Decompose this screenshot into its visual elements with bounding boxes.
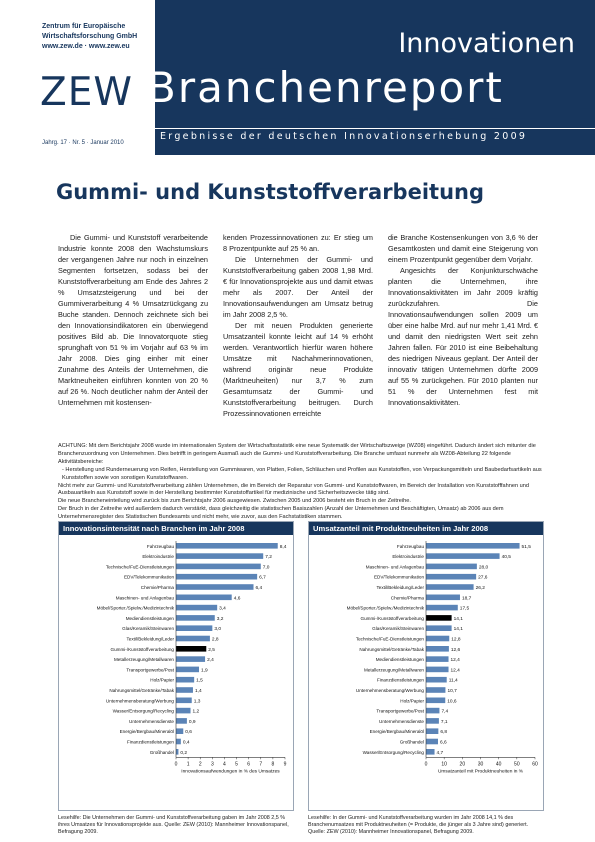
bar [426, 667, 449, 673]
value-label: 51,5 [521, 544, 531, 550]
article-column-3 [388, 232, 538, 408]
category-label: Finanzdienstleistungen [127, 739, 174, 745]
value-label: 7,0 [262, 565, 270, 571]
bar [176, 718, 187, 724]
x-axis-title: Innovationsaufwendungen in % des Umsatzes [181, 769, 280, 775]
category-label: Glas/Keramik/Steinwaren [372, 626, 424, 632]
value-label: 12,4 [450, 668, 460, 674]
value-label: 0,9 [188, 719, 196, 725]
value-label: 4,6 [233, 596, 241, 602]
chart-svg [59, 535, 293, 810]
category-label: Unternehmensberatung/Werbung [105, 698, 174, 704]
value-label: 27,6 [478, 575, 488, 581]
value-label: 2,5 [208, 647, 215, 653]
bar [426, 574, 476, 580]
x-tick-label: 50 [514, 761, 520, 768]
value-label: 11,4 [448, 678, 458, 684]
category-label: Möbel/Sporter./Spielw./Medizintechnik [346, 605, 424, 611]
bar [176, 605, 217, 611]
bar [176, 687, 193, 693]
chart-caption-left: Lesehilfe: Die Unternehmen der Gummi- und Kunststoffverarbeitung gaben im Jahr 2008 2,5 % ihres Umsatzes für Innovationsprojekte aus. Quelle: ZEW (2010): Mannheimer Innovationspanel, Befragung 2009. [58, 815, 289, 835]
category-label: Wasser/Entsorgung/Recycling [362, 749, 424, 755]
paragraph: Die Gummi- und Kunststoff verarbeitende Industrie konnte 2008 den Wachstumskurs der vergangenen Jahre nur noch in einzelnen Segmenten fortsetzen, sodass bei der Kunststoffverarbeitung am Ende des Jahres 2 % Umsatzsteigerung und bei der Gummiverarbeitung 4 % Umsatzrückgang zu Buche standen. Dennoch zeichnete sich bei den Innovationsindikatoren ein überwiegend positives Bild ab. Die Innovatorquote stieg sprunghaft von 51 % im Vorjahr auf 63 % im Jahr 2008. Dies ging einher mit einer Zunahme des Anteils der Unternehmen, die Marktneuheiten einführen konnten von 20 % auf 26 %. Noch deutlicher nahm der Anteil der Unternehmen mit kostensen- [58, 233, 208, 407]
bar [176, 636, 210, 642]
note-paragraph: Der Bruch in der Zeitreihe wird außerdem dadurch verstärkt, dass gleichzeitig die statistischen Basiszahlen (Anzahl der Unternehmen und Beschäftigten, Umsatz) ab 2006 aus dem Unternehmensregister des Statistischen Bundesamts und nicht mehr, wie zuvor, aus den Fachstatistiken stammen. [58, 506, 504, 521]
category-label: Elektroindustrie [392, 554, 424, 560]
value-label: 26,2 [475, 586, 485, 591]
category-label: EDV/Telekommunikation [123, 574, 174, 580]
bar [176, 574, 257, 580]
category-label: Mediendienstleistungen [125, 615, 174, 621]
category-label: Holz/Papier [150, 677, 174, 683]
value-label: 6,7 [259, 575, 266, 581]
bar [176, 749, 178, 755]
bar [426, 749, 435, 755]
bar [176, 656, 205, 662]
paragraph: die Branche Kostensenkungen von 3,6 % der Gesamtkosten und damit eine Steigerung von einem Prozentpunkt gegenüber dem Vorjahr. [388, 233, 538, 264]
bar [426, 564, 477, 570]
x-tick-label: 10 [441, 761, 447, 768]
note-paragraph: ACHTUNG: Mit dem Berichtsjahr 2008 wurde im internationalen System der Wirtschaftsstatistik eine neue Systematik der Wirtschaftszweige (WZ08) eingeführt. Dadurch ändert sich mitunter die Branchenzuordnung von Unternehmen. Dies betrifft in geringem Ausmaß auch die Gummi- und Kunststoffverarbeitung. Die Branche umfasst nunmehr als WZ08-Abteilung 22 folgende Aktivitätsbereiche: [58, 443, 536, 465]
bar [426, 543, 520, 549]
category-label: Mediendienstleistungen [375, 657, 424, 663]
category-label: Energie/Bergbau/Mineralöl [119, 729, 174, 735]
category-label: Unternehmensdienste [129, 718, 174, 724]
value-label: 3,2 [216, 616, 224, 622]
value-label: 1,2 [192, 709, 200, 715]
value-label: 28,0 [478, 565, 489, 571]
article-column-2 [223, 232, 373, 419]
bar [426, 656, 449, 662]
value-label: 0,6 [185, 730, 192, 736]
category-label: Fahrzeugbau [146, 543, 174, 549]
x-tick-label: 60 [532, 761, 538, 768]
category-label: Elektroindustrie [142, 554, 174, 560]
series-main-title: Branchenreport [147, 63, 504, 112]
bar [426, 553, 500, 559]
value-label: 0,2 [180, 750, 188, 756]
bar [426, 605, 458, 611]
note-paragraph: - Herstellung und Runderneuerung von Reifen, Herstellung von Gummiwaren, von Platten, Folien, Schläuchen und Profilen aus Kunststoffen, von Verpackungsmitteln und Baubedarfsartikeln aus Kunststoffen sowie von sonstigen Kunststoffwaren. [62, 466, 542, 481]
category-label: Gummi-/Kunststoffverarbeitung [110, 646, 174, 652]
value-label: 7,4 [441, 709, 449, 715]
category-label: Großhandel [149, 749, 174, 755]
chart-innovation-intensity [58, 521, 294, 811]
bar [426, 698, 445, 704]
note-paragraph: Nicht mehr zur Gummi- und Kunststoffverarbeitung zählen Unternehmen, die im Bereich der Reparatur von Gummi- und Kunststoffwaren, im Bereich der Installation von Kunststofffahnen und Ausbauartikeln aus Kunststoff sowie in der Herstellung bestimmter Kunststoffartikel für medizinische und Sicherheitszwecke tätig sind. [58, 482, 529, 497]
x-tick-label: 6 [247, 761, 251, 768]
value-label: 4,7 [436, 750, 444, 756]
bar [426, 739, 438, 745]
note-paragraph: Die neue Brancheneinteilung wird zurück bis zum Berichtsjahr 2006 ausgewiesen. Zwischen 2005 und 2006 besteht ein Bruch in der Zeitreihe. [58, 498, 411, 505]
x-tick-label: 20 [459, 761, 466, 768]
category-label: Nahrungsmittel/Getränke/Tabak [359, 646, 424, 652]
chart-title: Innovationsintensität nach Branchen im Jahr 2008 [59, 522, 293, 535]
value-label: 12,8 [451, 637, 461, 643]
category-label: Transportgewerbe/Post [126, 667, 174, 673]
bar [426, 677, 447, 683]
bar [426, 646, 449, 652]
value-label: 40,5 [501, 555, 511, 561]
category-label: Chemie/Pharma [390, 595, 424, 601]
category-label: Fahrzeugbau [396, 543, 424, 549]
value-label: 3,4 [219, 606, 226, 612]
value-label: 6,4 [255, 586, 263, 591]
category-label: Transportgewerbe/Post [376, 708, 424, 714]
category-label: Metallerzeugung/Metallwaren [113, 657, 174, 663]
series-subtitle: Ergebnisse der deutschen Innovationserhebung 2009 [160, 131, 528, 142]
paragraph: kenden Prozessinnovationen zu: Er stieg um 8 Prozentpunkte auf 25 % an. [223, 233, 373, 253]
bar [176, 739, 181, 745]
value-label: 12,4 [450, 658, 460, 664]
category-label: Chemie/Pharma [140, 585, 174, 590]
value-label: 14,1 [453, 627, 463, 633]
x-tick-label: 30 [477, 761, 484, 768]
bar [176, 667, 199, 673]
bar [176, 584, 254, 590]
value-label: 14,1 [453, 616, 463, 622]
bar [176, 615, 215, 621]
value-label: 1,4 [194, 689, 202, 694]
bar [176, 708, 191, 714]
category-label: Textil/Bekleidung/Leder [376, 585, 424, 590]
value-label: 1,5 [196, 678, 203, 684]
value-label: 6,8 [440, 730, 448, 736]
value-label: 0,4 [182, 740, 190, 746]
bar [176, 564, 261, 570]
chart-title: Umsatzanteil mit Produktneuheiten im Jahr 2008 [309, 522, 543, 535]
bar-highlight [426, 615, 452, 621]
institute-name [42, 22, 137, 52]
paragraph: Die Unternehmen der Gummi- und Kunststoffverarbeitung gaben 2008 1,98 Mrd. € für Innovationsprojekte aus und damit etwas mehr als 2007. Der Anteil der Innovationsaufwendungen am Umsatz betrug im Jahr 2008 2,5 %. [223, 255, 373, 319]
category-label: Holz/Papier [400, 698, 424, 704]
bar [426, 687, 445, 693]
bar [176, 677, 194, 683]
bar [176, 543, 278, 549]
institute-line: Wirtschaftsforschung GmbH [42, 33, 138, 40]
category-label: Finanzdienstleistungen [377, 677, 424, 683]
category-label: Technische/FuE-Dienstleistungen [355, 636, 424, 642]
x-tick-label: 9 [283, 761, 287, 768]
x-tick-label: 40 [495, 761, 502, 768]
value-label: 17,5 [459, 606, 470, 612]
value-label: 3,0 [214, 627, 222, 633]
bar [176, 625, 212, 631]
category-label: Glas/Keramik/Steinwaren [122, 626, 174, 632]
category-label: Möbel/Sporter./Spielw./Medizintechnik [96, 605, 174, 611]
institute-url: www.zew.de · www.zew.eu [42, 43, 130, 50]
value-label: 10,7 [447, 689, 457, 694]
zew-logo: ZEW [40, 70, 133, 115]
category-label: Nahrungsmittel/Getränke/Tabak [109, 688, 174, 693]
value-label: 8,4 [279, 544, 287, 550]
value-label: 2,4 [207, 658, 214, 664]
x-tick-label: 5 [235, 761, 238, 768]
article-column-1 [58, 232, 208, 408]
bar [426, 584, 474, 590]
bar [176, 698, 192, 704]
bar [426, 708, 439, 714]
x-tick-label: 0 [424, 761, 428, 768]
value-label: 7,1 [440, 719, 448, 725]
x-tick-label: 8 [271, 761, 275, 768]
bar [176, 595, 232, 601]
category-label: Unternehmensberatung/Werbung [355, 688, 424, 693]
bar [426, 625, 452, 631]
x-tick-label: 3 [210, 761, 214, 768]
paragraph: Angesichts der Konjunkturschwäche planten die Unternehmen, ihre Innovationsaktivitäten im Jahr 2009 kräftig zurückzufahren. Die Innovationsaufwendungen sollen 2009 um über eine halbe Mrd. auf nur mehr 1,41 Mrd. € und damit den niedrigsten Wert seit zehn Jahren fallen. Für 2010 ist eine Beibehaltung des niedrigen Niveaus geplant. Der Anteil der innovativ tätigen Unternehmen dürfte 2009 auf 55 % zurückgehen. Für 2010 planten nur 51 % der Unternehmen fest mit Innovationsaktivitäten. [388, 266, 538, 407]
x-axis-title: Umsatzanteil mit Produktneuheiten in % [437, 769, 524, 775]
value-label: 12,6 [450, 647, 461, 653]
issue-info: Jahrg. 17 · Nr. 5 · Januar 2010 [42, 140, 124, 146]
category-label: Textil/Bekleidung/Leder [126, 636, 174, 642]
methodology-note [58, 443, 544, 522]
header-left-panel [0, 0, 155, 155]
institute-line: Zentrum für Europäische [42, 23, 126, 30]
category-label: Maschinen- und Anlagenbau [115, 595, 174, 601]
x-tick-label: 2 [198, 761, 202, 768]
bar [426, 636, 449, 642]
value-label: 18,7 [461, 596, 472, 602]
category-label: EDV/Telekommunikation [373, 574, 424, 580]
category-label: Unternehmensdienste [379, 718, 424, 724]
bar [176, 728, 183, 734]
category-label: Großhandel [399, 739, 424, 745]
chart-new-product-share [308, 521, 544, 811]
chart-caption-right: Lesehilfe: In der Gummi- und Kunststoffverarbeitung wurden im Jahr 2008 14,1 % des Branchenumsatzes mit Produktneuheiten (= Produkte, die jünger als 3 Jahre sind) generiert. Quelle: ZEW (2010): Mannheimer Innovationspanel, Befragung 2009. [308, 815, 529, 835]
bar [426, 718, 439, 724]
value-label: 7,2 [265, 555, 272, 561]
category-label: Maschinen- und Anlagenbau [365, 564, 424, 570]
value-label: 10,6 [447, 699, 457, 705]
bar [426, 595, 460, 601]
value-label: 1,3 [193, 699, 201, 705]
category-label: Wasser/Entsorgung/Recycling [112, 708, 174, 714]
bar [176, 553, 263, 559]
paragraph: Der mit neuen Produkten generierte Umsatzanteil konnte leicht auf 14 % erhöht werden. Verantwortlich hierfür waren höhere Umsätze mit Nachahmerinnovationen, während originär neue Produkte (Marktneuheiten) nur 3,7 % zum Gesamtumsatz der Gummi- und Kunststoffverarbeitung beitrugen. Durch Prozessinnovationen erreichte [223, 321, 373, 418]
chart-svg [309, 535, 543, 810]
x-tick-label: 4 [223, 761, 226, 768]
page-title: Gummi- und Kunststoffverarbeitung [56, 180, 484, 204]
x-tick-label: 1 [186, 761, 190, 768]
value-label: 6,6 [439, 740, 447, 746]
value-label: 2,8 [211, 637, 219, 643]
category-label: Technische/FuE-Dienstleistungen [105, 564, 174, 570]
value-label: 1,9 [201, 668, 208, 674]
category-label: Energie/Bergbau/Mineralöl [369, 729, 424, 735]
series-top-title: Innovationen [398, 28, 575, 59]
category-label: Metallerzeugung/Metallwaren [363, 667, 424, 673]
category-label: Gummi-/Kunststoffverarbeitung [360, 615, 424, 621]
x-tick-label: 7 [259, 761, 263, 768]
x-tick-label: 0 [174, 761, 178, 768]
bar-highlight [176, 646, 206, 652]
bar [426, 728, 438, 734]
